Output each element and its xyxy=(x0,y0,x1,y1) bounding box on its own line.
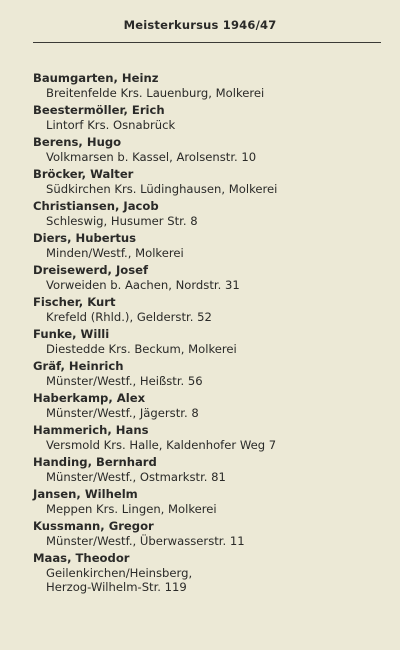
participant-address: Münster/Westf., Ostmarkstr. 81 xyxy=(46,469,226,484)
list-item xyxy=(33,199,393,228)
participant-address: Herzog-Wilhelm-Str. 119 xyxy=(46,580,187,594)
participant-address: Münster/Westf., Jägerstr. 8 xyxy=(46,405,199,420)
page-title: Meisterkursus 1946/47 xyxy=(123,18,277,32)
participant-address: Vorweiden b. Aachen, Nordstr. 31 xyxy=(46,277,240,292)
participant-address: Versmold Krs. Halle, Kaldenhofer Weg 7 xyxy=(46,437,277,452)
participant-address: Minden/Westf., Molkerei xyxy=(46,245,184,260)
participant-address: Südkirchen Krs. Lüdinghausen, Molkerei xyxy=(46,181,278,196)
participant-name: Beestermöller, Erich xyxy=(33,103,165,117)
list-item xyxy=(33,71,393,100)
participant-address: Münster/Westf., Heißstr. 56 xyxy=(46,373,203,388)
participant-name: Hammerich, Hans xyxy=(33,423,149,437)
participant-name: Funke, Willi xyxy=(33,327,110,341)
participant-name: Handing, Bernhard xyxy=(33,455,157,469)
participant-list xyxy=(33,71,393,598)
participant-address: Krefeld (Rhld.), Gelderstr. 52 xyxy=(46,309,212,324)
list-item xyxy=(33,487,393,516)
list-item xyxy=(33,391,393,420)
list-item xyxy=(33,359,393,388)
participant-address: Meppen Krs. Lingen, Molkerei xyxy=(46,501,217,516)
list-item xyxy=(33,167,393,196)
participant-name: Kussmann, Gregor xyxy=(33,519,154,533)
participant-address: Schleswig, Husumer Str. 8 xyxy=(46,213,198,228)
participant-name: Christiansen, Jacob xyxy=(33,199,159,213)
participant-address: Münster/Westf., Überwasserstr. 11 xyxy=(46,533,245,548)
participant-name: Jansen, Wilhelm xyxy=(33,487,138,501)
participant-name: Diers, Hubertus xyxy=(33,231,137,245)
participant-name: Baumgarten, Heinz xyxy=(33,71,159,85)
participant-address: Lintorf Krs. Osnabrück xyxy=(46,117,176,132)
participant-address: Volkmarsen b. Kassel, Arolsenstr. 10 xyxy=(46,149,257,164)
list-item xyxy=(33,135,393,164)
list-item xyxy=(33,551,393,595)
participant-address: Diestedde Krs. Beckum, Molkerei xyxy=(46,341,237,356)
participant-name: Gräf, Heinrich xyxy=(33,359,124,373)
list-item xyxy=(33,455,393,484)
participant-name: Fischer, Kurt xyxy=(33,295,116,309)
participant-name: Berens, Hugo xyxy=(33,135,122,149)
participant-address: Breitenfelde Krs. Lauenburg, Molkerei xyxy=(46,85,265,100)
list-item xyxy=(33,295,393,324)
participant-name: Maas, Theodor xyxy=(33,551,130,565)
list-item xyxy=(33,423,393,452)
list-item xyxy=(33,103,393,132)
list-item xyxy=(33,263,393,292)
list-item xyxy=(33,327,393,356)
participant-name: Dreisewerd, Josef xyxy=(33,263,149,277)
list-item xyxy=(33,519,393,548)
participant-name: Bröcker, Walter xyxy=(33,167,134,181)
participant-address: Geilenkirchen/Heinsberg, xyxy=(46,565,193,580)
list-item xyxy=(33,231,393,260)
title-divider xyxy=(33,42,381,43)
participant-name: Haberkamp, Alex xyxy=(33,391,146,405)
